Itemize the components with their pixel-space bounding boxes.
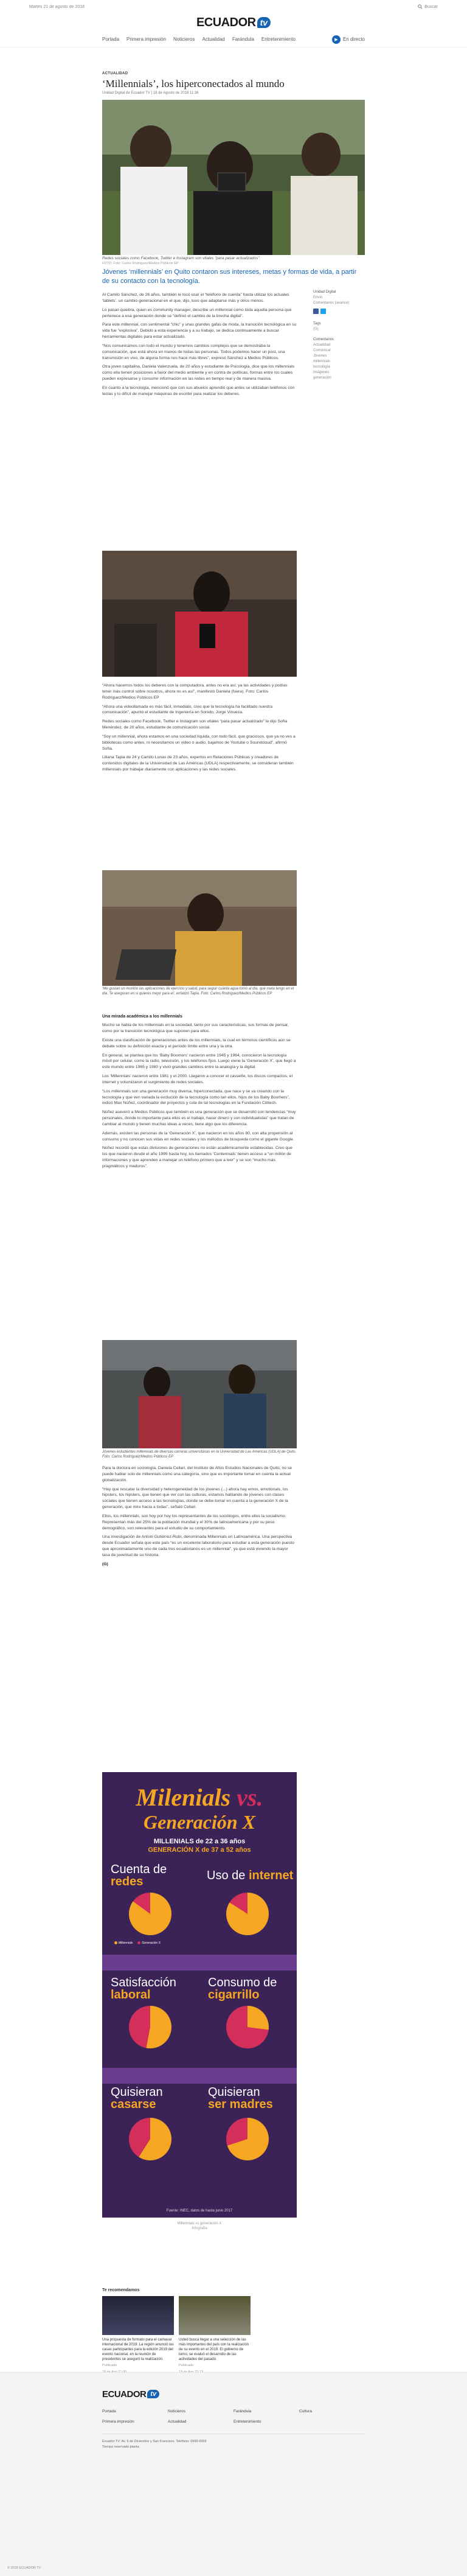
paragraph: “Ahora una videollamada es más fácil, inmediato, creo que la tecnología ha facilitado nuestra comunicación”, apuntó el estudiante de Ingeniería en Sonido, Jorge Vinueza. <box>102 704 272 715</box>
paragraph: Otra joven capitalina, Daniela Valenzuela, de 20 años y estudiante de Psicología, dice que los millennials como ella tienen posiciones a favor del medio ambiente y en contra de políticas, formas entre los cuales pueden expresarse y consumir información en las redes en tiempo real y de manera masiva. <box>102 365 295 382</box>
pie-chart <box>226 2118 269 2160</box>
search-label: Buscar <box>424 4 438 9</box>
recommended <box>102 2288 365 2375</box>
cell-casarse <box>102 2082 199 2178</box>
divider <box>102 2068 297 2084</box>
top-bar <box>0 0 467 13</box>
photo-laptop-woman <box>102 870 297 986</box>
footer-address <box>102 2434 365 2450</box>
cell-title: Consumo de cigarrillo <box>208 1976 277 2002</box>
cell-laboral <box>102 1970 199 2066</box>
nav-item-portada[interactable]: Portada <box>102 37 120 42</box>
cell-title: Quisieran ser madres <box>208 2086 273 2111</box>
nav-item-farandula[interactable]: Farándula <box>232 37 254 42</box>
nav-item-actualidad[interactable]: Actualidad <box>202 37 225 42</box>
paragraph: Para este millennial, con sentimental “chic” y unas grandes gafas de moda, la transición tecnológica en su vida fue “explosiva”. Debido a esta experiencia y a su trabajo, se dedica continuamente a buscar herramientas digitales para estar actualizado. <box>102 323 297 340</box>
paragraph: En cuanto a la tecnología, mencionó que con sus abuelos aprendió que antes se utilizaban teléfonos con teclas y lo difícil de manejar máquinas de escribir para realizar los deberes. <box>102 385 295 396</box>
article-title: ‘Millennials’, los hiperconectados al mundo <box>102 78 285 89</box>
logo-tv: tv <box>147 2390 159 2398</box>
article-body-1 <box>102 292 297 400</box>
paragraph: “Nos comunicamos con todo el mundo y tenemos cambios complejos que se demostraba la comunicación, que está ahora en manos de todas las personas. Todos podemos hacer un post, una transmisión en vivo, de alguna forma nos hace más libres”, expresó Sánchez a Medios Públicos. <box>102 343 285 360</box>
sidebar-tag[interactable]: Imágenes <box>313 371 330 374</box>
infographic-title-b: Generación X <box>144 1811 255 1833</box>
sidebar-tags-heading: Comentarios <box>313 338 334 341</box>
footer-link[interactable]: Farándula <box>234 2409 252 2414</box>
section-tag[interactable]: ACTUALIDAD <box>102 72 128 75</box>
paragraph: Lo pasan quiebra, quien es community manager, describe un millennial como toda aquella persona que pertenece a esa generación donde se “definió el cambio de la brecha digital”. <box>102 307 292 318</box>
paragraph: Mucho se habla de los millennials en la sociedad, tanto por sus características, sus formas de pensar, como por la transición tecnológica que suponen para ellos. <box>102 1023 289 1033</box>
live-button[interactable] <box>332 35 365 44</box>
hero-photo <box>102 100 365 255</box>
pie-chart <box>129 1893 171 1935</box>
paragraph: Los ‘Millennials’ nacieron entre 1981 y el 2000. Llegaron a conocer el cassette, los discos compactos, el internet y volumizaron el surgimiento de redes sociales. <box>102 1074 292 1084</box>
paragraph: Existe una clasificación de generaciones antes de los millennials, la cual en términos científicos aún se debate sobre su definición exacta y el período límite entre una y la otra. <box>102 1038 291 1049</box>
photo-caption: Jóvenes estudiantes millennials de diversas carreras universitarias en la Universidad de Las Américas (UDLA) de Quito. Foto: Carlos Rodríguez/Medios Públicos EP <box>102 1450 297 1459</box>
sidebar-author-sub: Envío <box>313 296 323 299</box>
search-button[interactable] <box>418 4 438 9</box>
recommended-meta: Publicado <box>179 2364 194 2368</box>
paragraph: Además, existen las personas de la ‘Generación X’, que nacieron en los años 80, con alta propensión al consumo y no conocen sus vidas en redes sociales y los métodos de búsqueda como el gigante Google. <box>102 1131 294 1142</box>
cell-madres <box>199 2082 297 2178</box>
facebook-icon[interactable] <box>313 309 319 314</box>
sidebar-tag[interactable]: Comunicar <box>313 349 331 352</box>
paragraph: Una investigación de Antoni Gutiérrez-Rubí, denominada Millennials en Latinoamérica. Una perspectiva desde Ecuador señala que este país “es un excelente laboratorio para estudiar a esta generación puesto que aproximadamente uno de cada tres ecuatorianos es un millennial”, ya que está viviendo la mayor tasa de juventud de su historia. <box>102 1535 294 1557</box>
sidebar-author: Unidad Digital <box>313 290 336 294</box>
cell-redes <box>102 1857 199 1953</box>
cell-cigarrillo <box>199 1970 297 2066</box>
recommended-heading: Te recomendamos <box>102 2288 140 2292</box>
sidebar-tags-label: Tags <box>313 322 321 326</box>
sidebar-tag[interactable]: millennials <box>313 360 331 363</box>
footer-address-line: Tiempo reservado planta <box>102 2445 139 2449</box>
recommended-meta: Publicado <box>102 2364 117 2368</box>
paragraph: “Ahora hacemos todos los deberes con la computadora, antes no era así; ya las actividades y podías tener más control sobre nosotros, ahora no es así”, manifestó Daniela (fuera). Foto: Carlos Rodríguez/Medios Públicos EP <box>102 683 288 700</box>
paragraph: Núñez recordó que estas divisiones de generaciones no están académicamente establecidas. Creo que los que nacieron desde el año 1999 hasta hoy, los llamados ‘Centennials’ tienen acceso a “un millón de informaciones y que aprenden a manejar un teléfono primero que a leer” y se son “mucho más pragmáticos y maduros”. <box>102 1146 292 1169</box>
paragraph: En general, se plantea que los ‘Baby Boomers’ nacieron entre 1945 y 1964, conocieron la tecnología móvil por celular, como la radio, televisión, y los teléfonos fijos. Luego viene la ‘Generación X’, que llegó a este mundo entre 1965 y 1980 y vivió grandes cambios entre la analogía y la digital. <box>102 1053 296 1070</box>
infographic-sub2: GENERACIÓN X de 37 a 52 años <box>148 1846 251 1854</box>
photo-caption: ‘Me gustan un montón las aplicaciones de ejercicio y salud, para seguir cuánta agua tomo al día, qué meta tengo en el día. Te aseguran en si quieres mejor para el’, enfatizó Tapia. Foto: Carlos Rodríguez/Medios Públicos EP <box>102 987 294 996</box>
infographic-source: Fuente: INEC, datos de hasta junio 2017 <box>166 2209 233 2213</box>
footer-address-line: Ecuador TV: Av. 6 de Diciembre y San Francisco. Teléfono: 0999-9999 <box>102 2440 207 2443</box>
sidebar-tag[interactable]: Jóvenes <box>313 354 327 358</box>
infographic <box>102 1772 297 2218</box>
article-byline: Unidad Digital de Ecuador TV | 18 de Agosto de 2018 11:36 <box>102 91 199 95</box>
hero-credit: FOTO: Foto: Carlos Rodríguez/Medios Públicos EP <box>102 262 179 265</box>
search-icon <box>418 4 423 9</box>
paragraph: Al Camilo Sánchez, de 26 años, también le tocó usar el “teléfono de cuerda” hasta utilizar los actuales ‘tablets’, un cambio generacional en el que, dijo, tuvo que adaptarse más y otros menos. <box>102 293 289 303</box>
infographic-title-a: Milenials vs. <box>136 1784 263 1811</box>
chart-legend: Millennials Generación X <box>114 1941 161 1945</box>
sidebar-tag[interactable]: Actualidad <box>313 343 331 347</box>
paragraph: Núñez aseveró a Medios Públicos que también es una generación que se desarrolló con tendencias “muy personales, donde lo importante para ellos es el trabajo, hacer dinero y son individualistas” que tratan de cambiar al mundo y tienen muchas ideas a veces, tiene algo que los diferencia. <box>102 1110 296 1126</box>
cell-title: Uso de internet <box>207 1869 294 1882</box>
sidebar-tag[interactable]: tecnología <box>313 365 330 369</box>
footer-link[interactable]: Entretenimiento <box>234 2420 261 2424</box>
footer-link[interactable]: Actualidad <box>168 2420 187 2424</box>
cell-internet <box>199 1857 297 1953</box>
cell-title: Cuenta de redes <box>111 1863 167 1888</box>
cell-title: Satisfacción laboral <box>111 1976 176 2002</box>
paragraph: “Los millennials son una generación muy diversa, hiperconectada, que nace y se va creando con la tecnología y que ven variada la evolución de la tecnología como tan ellos, hijos de los Baby Boomers”, indicó Max Núñez, coordinador del proyectos y cola de tal tecnologías en la Fundación Cititech. <box>102 1089 290 1106</box>
article-body-4 <box>102 1465 297 1571</box>
recommended-title: Una propuesta de formato para el carnaval internacional de 2019: La región anunció las casas participantes para la edición 2019 del evento nacional, en la reunión de presidentes se aseguró la realización. <box>102 2338 174 2362</box>
recommended-item[interactable] <box>179 2296 251 2375</box>
nav-item-noticieros[interactable]: Noticieros <box>173 37 195 42</box>
footer-link[interactable]: Cultura <box>299 2409 312 2414</box>
article-lead: Jóvenes ‘millennials’ en Quito contaron sus intereses, metas y formas de vida, a partir de su contacto con la tecnología. <box>102 268 357 285</box>
section-heading: Una mirada académica a los millennials <box>102 1014 182 1019</box>
share-bar <box>313 309 365 314</box>
footer-logo[interactable] <box>102 2385 159 2403</box>
logo-tv: tv <box>257 17 271 28</box>
copyright: © 2018 ECUADOR TV <box>7 2566 41 2570</box>
photo-phone-girl <box>102 551 297 677</box>
logo-word: ECUADOR <box>102 2389 147 2400</box>
paragraph: “Soy un millennial, ahora estamos en una sociedad líquida, con todo fácil, que graciosos, que ya no ves a bibliotecas como antes, ni necesitamos un video o audio, bajamos de Youtube o Soundcloud”, afirmó Sofía. <box>102 734 296 751</box>
current-date: Martes 21 de agosto de 2018 <box>29 4 85 9</box>
sidebar <box>313 290 365 381</box>
pie-chart <box>226 2006 269 2048</box>
pie-chart <box>129 2118 171 2160</box>
main-nav <box>0 32 467 47</box>
footer-links <box>102 2409 365 2424</box>
infographic-sub1: MILLENIALS de 22 a 36 años <box>153 1838 246 1845</box>
article-body-2 <box>102 683 297 776</box>
hero-caption: Redes sociales como Facebook, Twitter e Instagram son vitales “para pasar actualizados”. <box>102 256 261 260</box>
footer <box>0 2372 467 2576</box>
live-label: En directo <box>342 37 365 42</box>
site-logo[interactable] <box>0 13 467 32</box>
infographic-label: (G) <box>102 1562 108 1566</box>
footer-link[interactable]: Primera impresión <box>102 2420 134 2424</box>
paragraph: Redes sociales como Facebook, Twitter e Instagram son vitales “para pasar actualizado” le dijo Sofía Menéndez, de 20 años, estudiante de comunicación social. <box>102 719 288 730</box>
sidebar-tag[interactable]: (G) <box>313 327 319 331</box>
pie-chart <box>226 1893 269 1935</box>
twitter-icon[interactable] <box>320 309 326 314</box>
sidebar-comments[interactable]: Comentarios (avance) <box>313 301 350 305</box>
paragraph: Liliana Tapia de 24 y Camilo Lunas de 23 años, expertos en Relaciones Públicas y creadores de contenidos digitales de la Universidad de Las Américas (UDLA) respectivamente, se consideran también millennials por trabajar diariamente con aplicaciones y las redes sociales. <box>102 755 294 772</box>
paragraph: Ellos, los millennials, son hoy por hoy los representantes de los sociólogos, entre ellos la socialismo. Representan más del 25% de la población mundial y el 30% de latinoamericana y por su peso demográfico, son relevantes para el estudio de su comportamiento. <box>102 1513 286 1531</box>
footer-link[interactable]: Noticieros <box>168 2409 185 2414</box>
sidebar-tag[interactable]: generación <box>313 376 331 380</box>
paragraph: Para la doctora en sociología, Daniela Cellari, del Instituto de Altos Estudios Nacionales de Quito, no se puede hablar solo de millennials como una categoría, sino que es importante tomar en cuenta la actual globalización. <box>102 1466 292 1482</box>
footer-link[interactable]: Portada <box>102 2409 116 2414</box>
recommended-thumb <box>179 2296 251 2335</box>
pie-chart <box>129 2006 171 2048</box>
cell-title: Quisieran casarse <box>111 2086 163 2111</box>
recommended-item[interactable] <box>102 2296 174 2375</box>
divider <box>102 1955 297 1970</box>
article-body-3 <box>102 1010 297 1173</box>
photo-students <box>102 1340 297 1448</box>
infographic-caption: Millennials vs generación X Infografía <box>177 2222 222 2231</box>
nav-item-primera-impresion[interactable]: Primera impresión <box>126 37 166 42</box>
nav-item-entretenimiento[interactable]: Entretenimiento <box>261 37 296 42</box>
paragraph: “Hay que rescatar la diversidad y heterogeneidad de los jóvenes (...) ahora hay emos, emotionals, los hipsters, los hipsters, que tienen que ver con las culturas, estamos hablando de jóvenes con clases sociales que tienen acceso a las tecnologías, donde se debe tomar en cuenta a la generación X de la generación, que mire hacia a todas”, señaló Cellari. <box>102 1487 288 1510</box>
logo-word: ECUADOR <box>196 15 256 29</box>
recommended-title: Usted busca llegar a una selección de las más importantes del país con la realización de su evento en el 2019. El gobierno de turno, se evaluó el desarrollo de las actividades del pasado. <box>179 2338 249 2362</box>
play-icon: ▶ <box>332 35 341 44</box>
recommended-thumb <box>102 2296 174 2335</box>
